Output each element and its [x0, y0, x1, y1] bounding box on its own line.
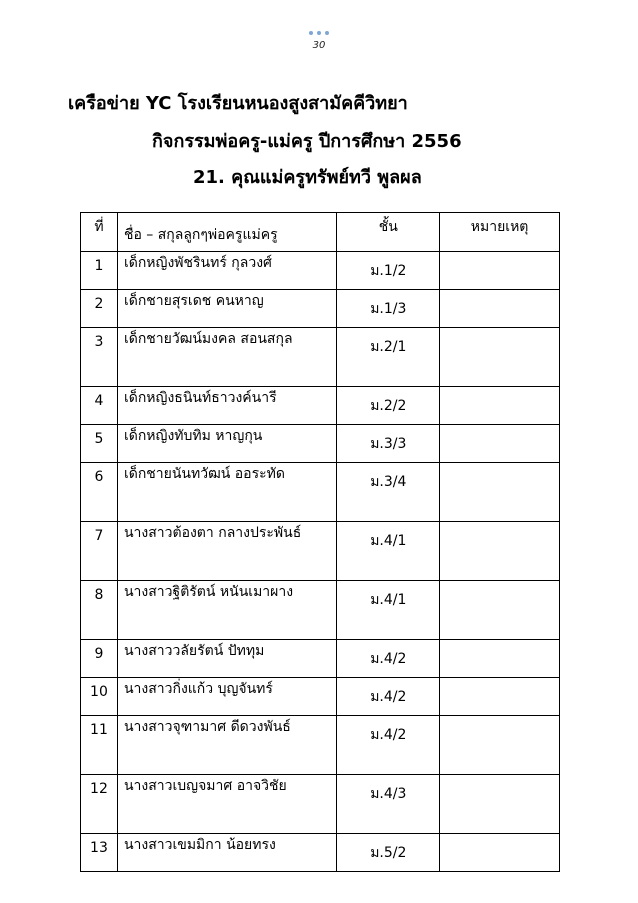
student-name: นางสาวจุฑามาศ ดีดวงพันธ์ — [117, 716, 336, 775]
header-no: ที่ — [81, 213, 118, 252]
table-row — [81, 716, 560, 775]
row-number: 4 — [81, 387, 118, 425]
row-note — [440, 834, 560, 872]
student-class: ม.5/2 — [337, 834, 440, 872]
table-row — [81, 252, 560, 290]
teacher-title: 21. คุณแม่ครูทรัพย์ทวี พูลผล — [193, 167, 422, 188]
row-note — [440, 716, 560, 775]
row-note — [440, 581, 560, 640]
header-name: ชื่อ – สกุลลูกๆพ่อครูแม่ครู — [117, 213, 336, 252]
student-class: ม.4/2 — [337, 640, 440, 678]
student-name: นางสาวต้องตา กลางประพันธ์ — [117, 522, 336, 581]
student-name: เด็กชายสุรเดช คนหาญ — [117, 290, 336, 328]
row-number: 1 — [81, 252, 118, 290]
table-row — [81, 463, 560, 522]
student-name: เด็กชายนันทวัฒน์ ออระทัด — [117, 463, 336, 522]
table-row — [81, 290, 560, 328]
student-name: นางสาวฐิติรัตน์ หนันเมาผาง — [117, 581, 336, 640]
row-number: 11 — [81, 716, 118, 775]
table-row — [81, 387, 560, 425]
table-row — [81, 522, 560, 581]
student-class: ม.4/2 — [337, 678, 440, 716]
header-class: ชั้น — [337, 213, 440, 252]
student-class: ม.2/2 — [337, 387, 440, 425]
row-number: 12 — [81, 775, 118, 834]
student-name: นางสาวกิ่งแก้ว บุญจันทร์ — [117, 678, 336, 716]
row-note — [440, 640, 560, 678]
row-number: 7 — [81, 522, 118, 581]
student-class: ม.4/1 — [337, 522, 440, 581]
row-number: 9 — [81, 640, 118, 678]
student-class: ม.1/3 — [337, 290, 440, 328]
student-table — [80, 212, 560, 872]
row-number: 2 — [81, 290, 118, 328]
row-note — [440, 290, 560, 328]
activity-title: กิจกรรมพ่อครู-แม่ครู ปีการศึกษา 2556 — [152, 131, 462, 152]
student-class: ม.2/1 — [337, 328, 440, 387]
student-name: เด็กชายวัฒน์มงคล สอนสกุล — [117, 328, 336, 387]
row-number: 8 — [81, 581, 118, 640]
row-number: 3 — [81, 328, 118, 387]
row-number: 5 — [81, 425, 118, 463]
student-class: ม.4/1 — [337, 581, 440, 640]
table-row — [81, 328, 560, 387]
page-number: 30 — [312, 40, 326, 51]
table-row — [81, 425, 560, 463]
table-row — [81, 640, 560, 678]
row-note — [440, 678, 560, 716]
row-note — [440, 252, 560, 290]
table-header-row — [81, 213, 560, 252]
row-number: 13 — [81, 834, 118, 872]
table-row — [81, 775, 560, 834]
row-note — [440, 328, 560, 387]
student-class: ม.1/2 — [337, 252, 440, 290]
row-note — [440, 522, 560, 581]
row-number: 10 — [81, 678, 118, 716]
row-note — [440, 425, 560, 463]
page-ornament-dots — [307, 31, 331, 37]
student-name: นางสาวเบญจมาศ อาจวิชัย — [117, 775, 336, 834]
student-name: เด็กหญิงพัชรินทร์ กุลวงศ์ — [117, 252, 336, 290]
table-row — [81, 678, 560, 716]
row-note — [440, 463, 560, 522]
row-number: 6 — [81, 463, 118, 522]
row-note — [440, 387, 560, 425]
row-note — [440, 775, 560, 834]
table-row — [81, 581, 560, 640]
student-class: ม.4/3 — [337, 775, 440, 834]
student-class: ม.4/2 — [337, 716, 440, 775]
student-name: เด็กหญิงทับทิม หาญกุน — [117, 425, 336, 463]
table-row — [81, 834, 560, 872]
header-note: หมายเหตุ — [440, 213, 560, 252]
network-title: เครือข่าย YC โรงเรียนหนองสูงสามัคคีวิทยา — [68, 93, 408, 114]
student-name: เด็กหญิงธนินท์ธาวงค์นารี — [117, 387, 336, 425]
student-class: ม.3/4 — [337, 463, 440, 522]
student-class: ม.3/3 — [337, 425, 440, 463]
student-name: นางสาววลัยรัตน์ ปัททุม — [117, 640, 336, 678]
student-name: นางสาวเขมมิกา น้อยทรง — [117, 834, 336, 872]
